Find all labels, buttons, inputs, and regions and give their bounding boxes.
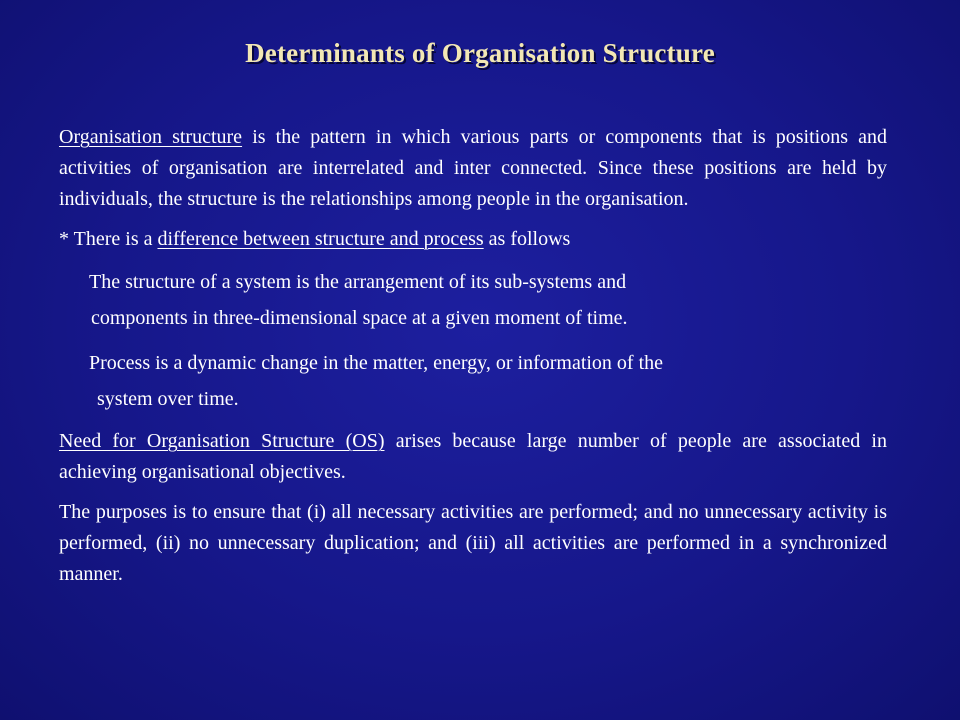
- difference-line: [59, 224, 887, 255]
- definition-text: is the pattern in which various parts or components that is positions and activities of organisation are interrelated and inter connected. Since these positions are held by individuals, the structure is the relationships among people in the organisation.: [59, 126, 888, 210]
- bullet-structure-line1: The structure of a system is the arrangement of its sub-systems and: [89, 271, 627, 293]
- need-text: arises because large number of people are associated in achieving organisational objectives.: [59, 430, 887, 483]
- definition-term: Organisation structure: [59, 126, 243, 148]
- slide-content: [59, 122, 887, 590]
- definition-paragraph: [59, 122, 887, 215]
- difference-suffix: as follows: [483, 228, 571, 250]
- bullet-process-line1: Process is a dynamic change in the matter, energy, or information of the: [89, 352, 664, 374]
- bullet-structure: [59, 264, 887, 336]
- bullet-process-line2: system over time.: [97, 388, 239, 410]
- bullet-process: [59, 345, 887, 417]
- difference-term: difference between structure and process: [157, 228, 484, 250]
- need-term: Need for Organisation Structure (OS): [59, 430, 385, 452]
- purposes-paragraph: The purposes is to ensure that (i) all necessary activities are performed; and no unnecessary activity is performed, (ii) no unnecessary duplication; and (iii) all activities are performed in a synchronized manner.: [59, 501, 887, 585]
- need-paragraph: [59, 426, 887, 488]
- slide-title: Determinants of Organisation Structure: [245, 38, 715, 68]
- difference-prefix: * There is a: [59, 228, 158, 250]
- bullet-structure-line2: components in three-dimensional space at a given moment of time.: [91, 307, 628, 329]
